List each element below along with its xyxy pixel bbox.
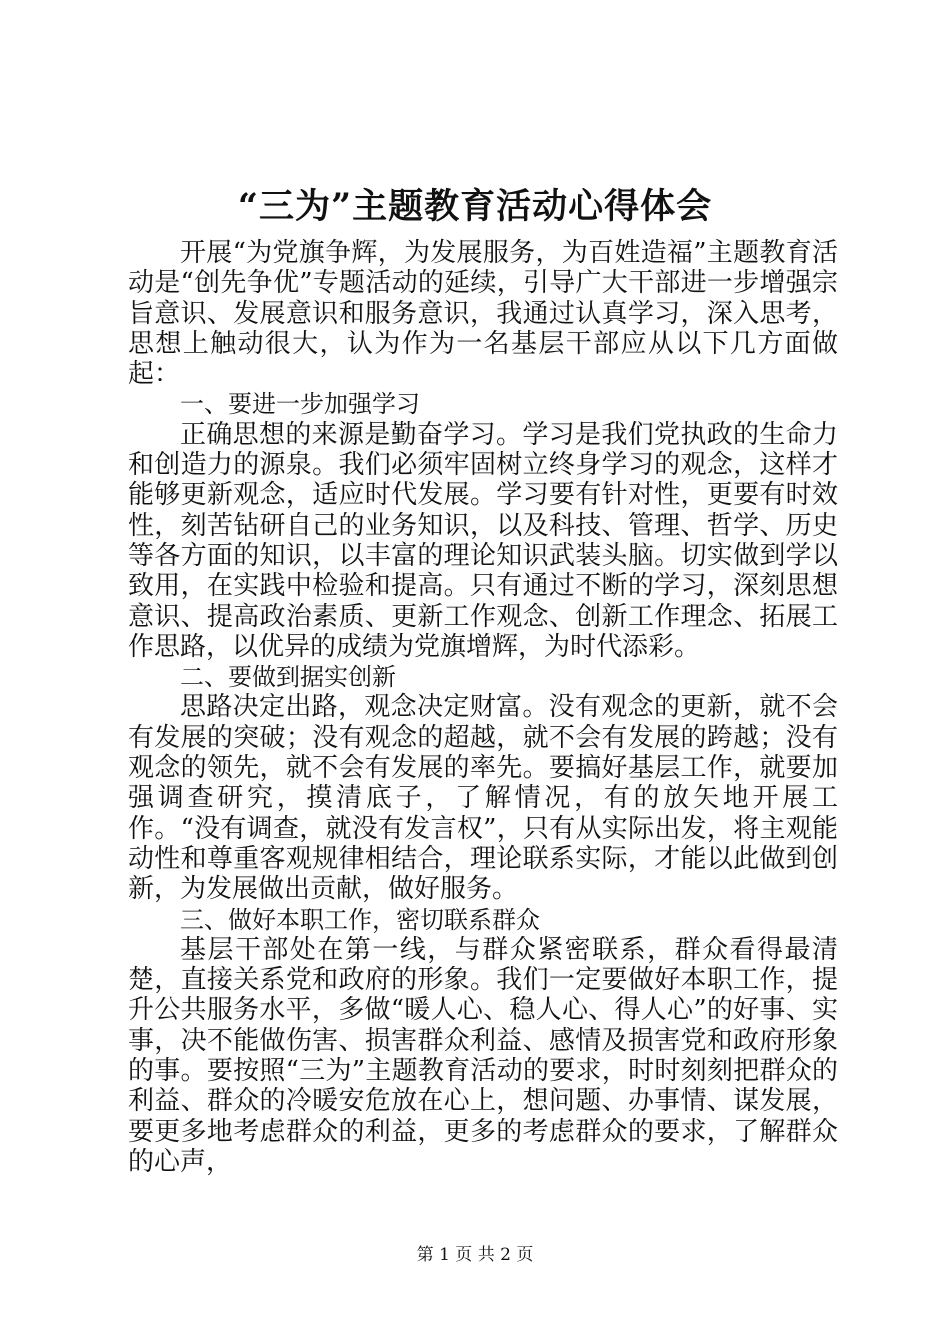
section-body-3: 基层干部处在第一线，与群众紧密联系，群众看得最清楚，直接关系党和政府的形象。我们一定要做好本职工作，提升公共服务水平，多做“暖人心、稳人心、得人心”的好事、实事，决不能做伤害、损害群众利益、感情及损害党和政府形象的事。要按照“三为”主题教育活动的要求，时时刻刻把群众的利益、群众的冷暖安危放在心上，想问题、办事情、谋发展，要更多地考虑群众的利益，更多的考虑群众的要求，了解群众的心声，: [128, 934, 838, 1177]
page-number-footer: 第 1 页 共 2 页: [416, 1245, 534, 1265]
section-body-1: 正确思想的来源是勤奋学习。学习是我们党执政的生命力和创造力的源泉。我们必须牢固树立终身学习的观念，这样才能够更新观念，适应时代发展。学习要有针对性，更要有时效性，刻苦钻研自己的业务知识，以及科技、管理、哲学、历史等各方面的知识，以丰富的理论知识武装头脑。切实做到学以致用，在实践中检验和提高。只有通过不断的学习，深刻思想意识、提高政治素质、更新工作观念、创新工作理念、拓展工作思路，以优异的成绩为党旗增辉，为时代添彩。: [128, 419, 838, 662]
section-heading-2: 二、要做到据实创新: [180, 663, 396, 692]
section-body-2: 思路决定出路，观念决定财富。没有观念的更新，就不会有发展的突破；没有观念的超越，就不会有发展的跨越；没有观念的领先，就不会有发展的率先。要搞好基层工作，就要加强调查研究，摸清底子，了解情况，有的放矢地开展工作。“没有调查，就没有发言权”，只有从实际出发，将主观能动性和尊重客观规律相结合，理论联系实际，才能以此做到创新，为发展做出贡献，做好服务。: [128, 692, 838, 905]
document-body: [128, 238, 838, 1177]
document-title: “三为”主题教育活动心得体会: [237, 186, 713, 227]
section-heading-3: 三、做好本职工作，密切联系群众: [180, 905, 540, 934]
section-heading-1: 一、要进一步加强学习: [180, 390, 420, 419]
intro-paragraph: 开展“为党旗争辉，为发展服务，为百姓造福”主题教育活动是“创先争优”专题活动的延续，引导广大干部进一步增强宗旨意识、发展意识和服务意识，我通过认真学习，深入思考，思想上触动很大，认为作为一名基层干部应从以下几方面做起：: [128, 238, 838, 390]
